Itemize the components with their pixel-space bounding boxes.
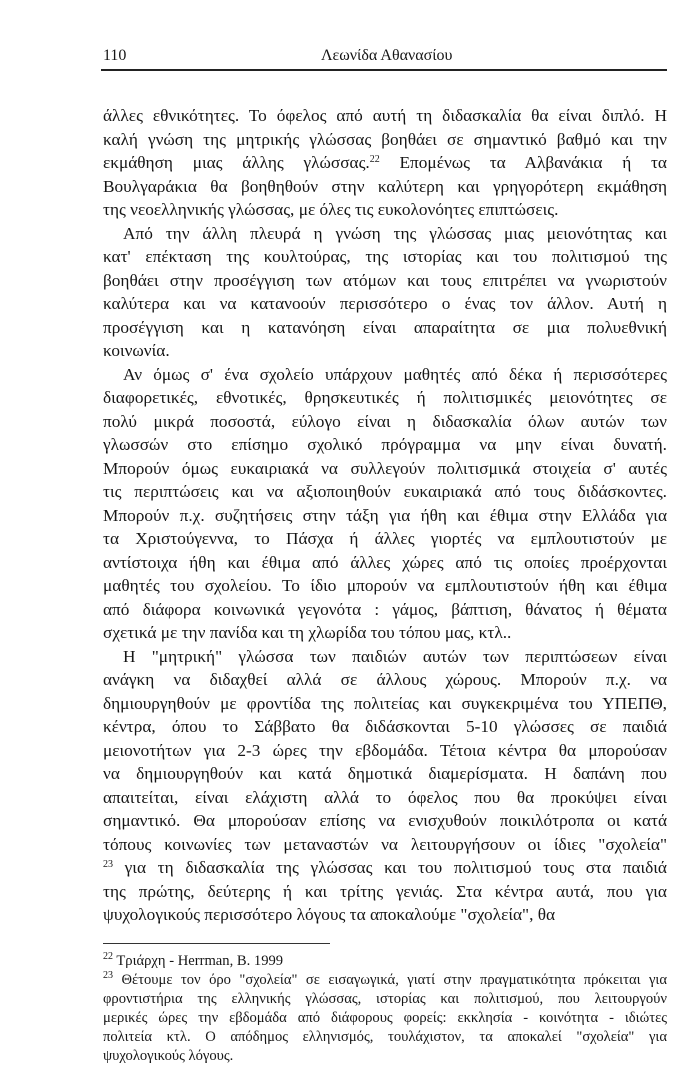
- text-line: να δημιουργηθούν και κατά δημοτικά διαμερίσματα. Η δαπάνη που: [103, 764, 667, 783]
- text-line: βοηθάει στην προσέγγιση των ατόμων και τους επιτρέπει να γνωριστούν: [103, 270, 667, 290]
- footnote-reference: 23: [103, 969, 113, 981]
- text-line: τα Χριστούγεννα, το Πάσχα ή άλλες γιορτές να εμπλουτιστούν με: [103, 529, 667, 548]
- text-line: [103, 952, 667, 971]
- text-line: καλύτερα και να κατανοούν περισσότερο ο ένας τον άλλον. Αυτή η: [103, 294, 667, 313]
- text-line: απαιτείται, είναι ελάχιστη αλλά το όφελος που θα προκύψει είναι: [103, 787, 667, 807]
- text-line: της νεοελληνικής γλώσσας, με όλες τις ευκολονόητες επιπτώσεις.: [103, 200, 559, 219]
- header-rule: [101, 69, 667, 71]
- text-line: κατ' επέκταση της κουλτούρας, της ιστορίας και του πολιτισμού της: [103, 247, 667, 266]
- running-title: Λεωνίδα Αθανασίου: [320, 47, 453, 64]
- footnote-rule: [103, 943, 330, 944]
- text-line: Από την άλλη πλευρά η γνώση της γλώσσας μιας μειονότητας και: [123, 223, 667, 243]
- footnote-reference: 22: [369, 154, 380, 165]
- footnotes: [103, 952, 667, 1066]
- text-line: κοινωνία.: [103, 341, 170, 360]
- body-text: [103, 104, 667, 927]
- text-line: αντίστοιχα ήθη και έθιμα από άλλες χώρες από τις οποίες προέρχονται: [103, 552, 667, 572]
- paragraph: [103, 104, 667, 222]
- text-line: τις περιπτώσεις και να αξιοποιηθούν ευκαιριακά από τους διδάσκοντες.: [103, 482, 667, 501]
- text-segment: Θέτουμε τον όρο "σχολεία" σε εισαγωγικά, γιατί στην πραγματικότητα πρόκειται για: [113, 971, 667, 988]
- text-line: Μπορούν π.χ. συζητήσεις στην τάξη για ήθη και έθιμα στην Ελλάδα για: [103, 505, 667, 525]
- footnote-reference: 23: [103, 859, 113, 870]
- text-line: Μπορούν όμως ευκαιριακά να συλλεγούν πολιτισμικά στοιχεία σ' αυτές: [103, 458, 667, 478]
- text-line: φροντιστήρια της ελληνικής γλώσσας, ιστορίας και πολιτισμού, που λειτουργούν: [103, 990, 667, 1007]
- text-line: άλλες εθνικότητες. Το όφελος από αυτή τη διδασκαλία θα είναι διπλό. Η: [103, 106, 667, 125]
- footnote: [103, 971, 667, 1066]
- page-number: 110: [103, 47, 127, 64]
- text-line: ψυχολογικούς λόγους.: [103, 1047, 234, 1064]
- text-segment: για τη διδασκαλία της γλώσσας και του πολιτισμού τους στα παιδιά: [113, 858, 667, 877]
- text-line: μερικές ώρες την εβδομάδα από διάφορους φορείς: εκκλησία - κοινότητα - ιδιώτες: [103, 1009, 667, 1026]
- text-line: κέντρα, όπου το Σάββατο θα διδάσκονται 5-10 γλώσσες σε παιδιά: [103, 717, 667, 736]
- text-line: ανάγκη να διδαχθεί αλλά σε άλλους χώρους. Μπορούν π.χ. να: [103, 670, 667, 689]
- text-segment: Επομένως τα Αλβανάκια ή τα: [379, 153, 667, 172]
- text-line: γλωσσών στο επίσημο σχολικό πρόγραμμα να μην είναι δυνατή.: [103, 435, 667, 454]
- text-line: δημιουργηθούν με φροντίδα της πολιτείας και συγκεκριμένα του ΥΠΕΠΘ,: [103, 693, 667, 713]
- paragraph: [103, 222, 667, 363]
- text-line: σχετικά με την πανίδα και τη χλωρίδα του τόπου μας, κτλ..: [103, 623, 512, 642]
- text-line: πολιτεία κτλ. Ο απόδημος ελληνισμός, τουλάχιστον, τα αποκαλεί "σχολεία" για: [103, 1028, 667, 1045]
- text-segment: Τριάρχη - Herrman, B. 1999: [113, 952, 284, 969]
- text-line: καλή γνώση της μητρικής γλώσσας βοηθάει σε σημαντικό βαθμό και την: [103, 129, 667, 149]
- text-line: μειονοτήτων για 2-3 ώρες την εβδομάδα. Τέτοια κέντρα θα μπορούσαν: [103, 740, 667, 760]
- text-line: [103, 151, 667, 175]
- text-line: διαφορετικές, εθνοτικές, θρησκευτικές ή πολιτισμικές μειονότητες σε: [103, 388, 667, 407]
- text-line: Βουλγαράκια θα βοηθηθούν στην καλύτερη και γρηγορότερη εκμάθηση: [103, 176, 667, 196]
- text-line: Η "μητρική" γλώσσα των παιδιών αυτών των περιπτώσεων είναι: [123, 646, 667, 666]
- text-line: πολύ μικρά ποσοστά, εύλογο είναι η διδασκαλία όλων αυτών των: [103, 411, 667, 431]
- text-line: [103, 971, 667, 990]
- text-segment: εκμάθηση μιας άλλης γλώσσας.: [103, 153, 370, 172]
- text-line: τόπους κοινωνίες των μεταναστών να λειτουργήσουν οι ίδιες "σχολεία": [103, 834, 667, 854]
- text-line: της πρώτης, δεύτερης ή και τρίτης γενιάς. Στα κέντρα αυτά, που για: [103, 881, 667, 901]
- page-header: [103, 46, 667, 66]
- footnote: [103, 952, 667, 971]
- text-line: Αν όμως σ' ένα σχολείο υπάρχουν μαθητές από δέκα ή περισσότερες: [123, 364, 667, 384]
- paragraph: [103, 645, 667, 927]
- text-line: σημαντικό. Θα μπορούσαν επίσης να ενισχυθούν ποικιλότροπα οι κατά: [103, 811, 667, 830]
- text-line: ψυχολογικούς περισσότερο λόγους τα αποκαλούμε "σχολεία", θα: [103, 905, 556, 924]
- text-line: [103, 856, 667, 880]
- text-line: από διάφορα κοινωνικά γεγονότα : γάμος, βάπτιση, θάνατος ή θέματα: [103, 599, 667, 619]
- text-line: προσέγγιση και η κατανόηση είναι απαραίτητα σε μια πολυεθνική: [103, 317, 667, 337]
- text-line: μαθητές του σχολείου. Το ίδιο μπορούν να εμπλουτιστούν ήθη και έθιμα: [103, 576, 667, 595]
- paragraph: [103, 363, 667, 645]
- footnote-reference: 22: [103, 950, 113, 962]
